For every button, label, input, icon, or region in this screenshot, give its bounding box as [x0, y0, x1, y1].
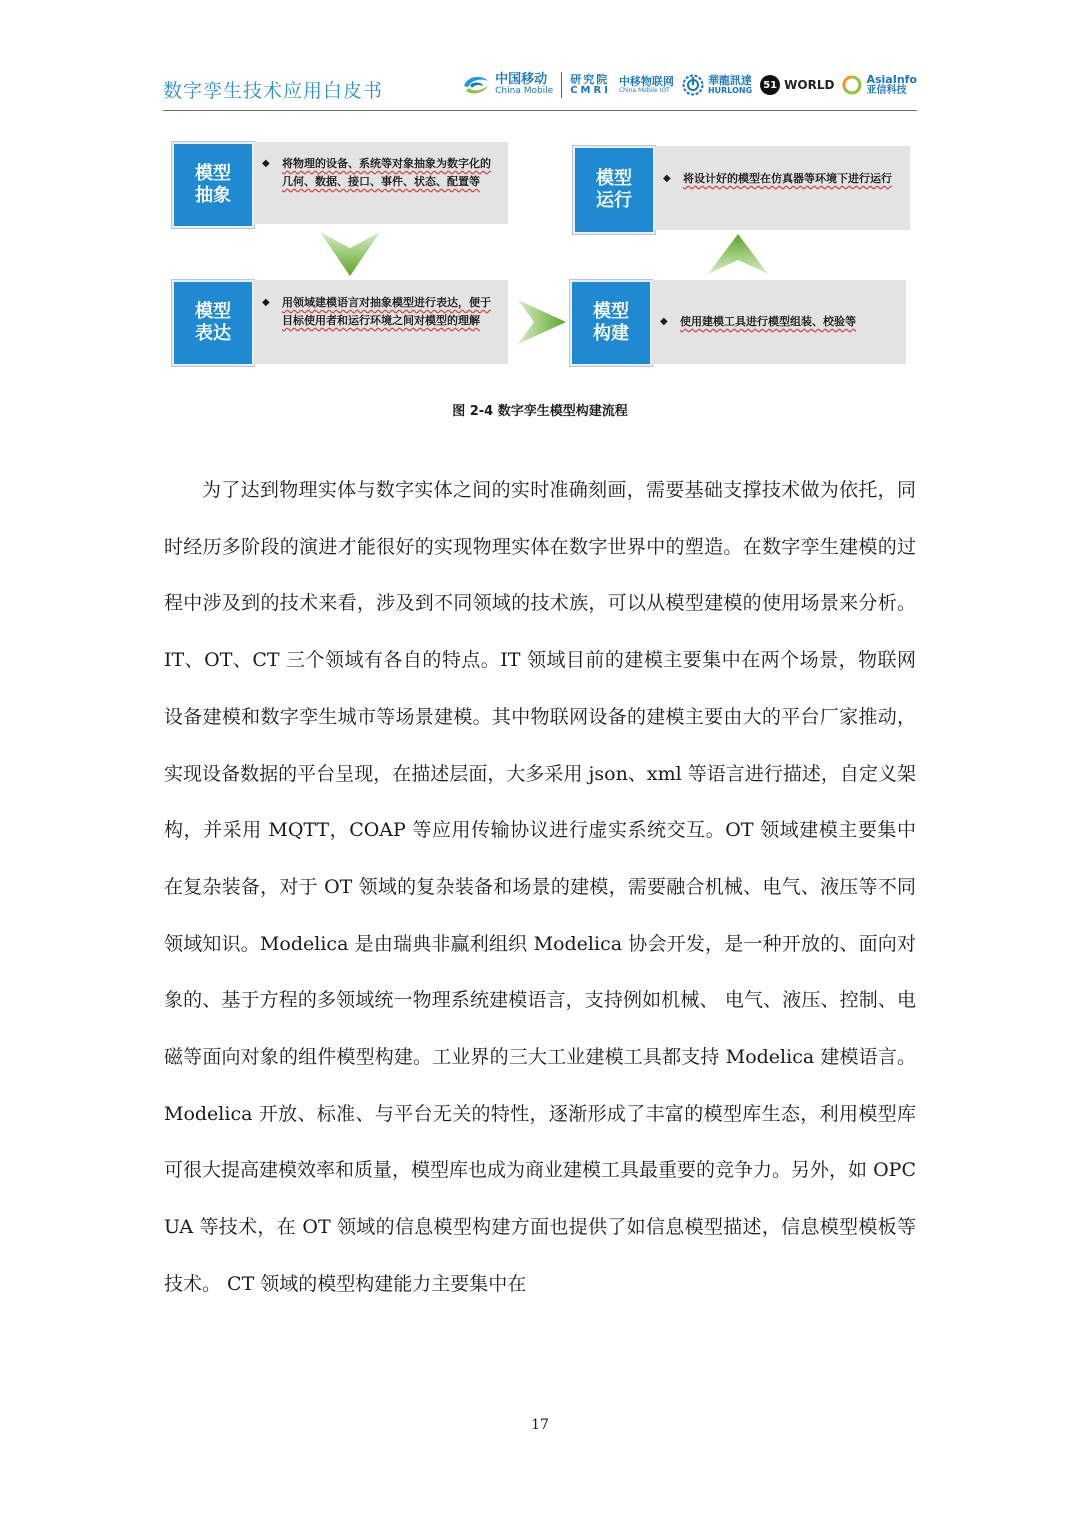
asiainfo-logo [842, 74, 917, 96]
china-mobile-cn: 中国移动 [495, 72, 548, 88]
iot-cn: 中移物联网 [618, 75, 674, 89]
step-expression-desc [254, 280, 508, 364]
step-expression-label: 模型表达 [172, 280, 254, 366]
step-build-label: 模型构建 [570, 280, 652, 366]
figure-caption: 图 2-4 数字孪生模型构建流程 [452, 404, 628, 419]
china-mobile-iot-logo [619, 76, 674, 94]
step-run-desc [655, 146, 910, 230]
hurlong-logo [682, 74, 752, 96]
cmri-logo [570, 74, 611, 96]
step-abstraction-text: 将物理的设备、系统等对象抽象为数字化的几何、数据、接口、事件、状态、配置等 [282, 157, 491, 188]
cmri-cn: 研究院 [570, 72, 610, 86]
bullet-icon: ◆ [262, 297, 270, 308]
step-abstraction-label: 模型抽象 [172, 142, 254, 228]
china-mobile-swirl-icon [461, 72, 491, 98]
arrow-up-icon [706, 234, 770, 274]
bullet-icon: ◆ [262, 158, 270, 169]
arrow-right-icon [518, 298, 566, 346]
hurlong-cn: 華龍訊達 [707, 74, 752, 88]
page-number: 17 [531, 1417, 549, 1433]
china-mobile-en: China Mobile [495, 86, 554, 97]
step-run-label: 模型运行 [573, 146, 655, 234]
logo-divider [561, 72, 562, 98]
51world-badge-icon: 51 [760, 75, 780, 95]
51world-logo [760, 75, 834, 95]
asiainfo-ring-icon [842, 75, 862, 95]
sponsor-logos [461, 72, 917, 98]
step-build-desc [652, 280, 906, 364]
51world-text: WORLD [784, 78, 835, 92]
hurlong-gear-icon [682, 74, 704, 96]
step-build-text: 使用建模工具进行模型组装、校验等 [680, 315, 856, 328]
china-mobile-logo [461, 72, 553, 98]
page-header [163, 66, 917, 111]
arrow-down-icon [318, 232, 382, 276]
bullet-icon: ◆ [663, 173, 671, 184]
step-expression-text: 用领域建模语言对抽象模型进行表达，便于目标使用者和运行环境之间对模型的理解 [282, 296, 491, 327]
model-build-flow-diagram [170, 138, 912, 370]
iot-en: China Mobile IOT [618, 86, 670, 94]
step-abstraction-desc [254, 142, 508, 224]
header-title: 数字孪生技术应用白皮书 [163, 80, 384, 102]
step-run-text: 将设计好的模型在仿真器等环境下进行运行 [683, 172, 892, 185]
hurlong-en: HURLONG [707, 85, 753, 95]
cmri-en: CMRI [570, 84, 611, 96]
bullet-icon: ◆ [660, 316, 668, 327]
body-paragraph: 为了达到物理实体与数字实体之间的实时准确刻画，需要基础支撑技术做为依托，同时经历多阶段的演进才能很好的实现物理实体在数字世界中的塑造。在数字孪生建模的过程中涉及到的技术来看，涉及到不同领域的技术族，可以从模型建模的使用场景来分析。IT、OT、CT 三个领域有各自的特点。IT 领域目前的建模主要集中在两个场景，物联网设备建模和数字孪生城市等场景建模。其中物联网设备的建模主要由大的平台厂家推动，实现设备数据的平台呈现，在描述层面，大多采用 json、xml 等语言进行描述，自定义架构，并采用 MQTT，COAP 等应用传输协议进行虚实系统交互。OT 领域建模主要集中在复杂装备，对于 OT 领域的复杂装备和场景的建模，需要融合机械、电气、液压等不同领域知识。Modelica 是由瑞典非赢利组织 Modelica 协会开发，是一种开放的、面向对象的、基于方程的多领域统一物理系统建模语言，支持例如机械、 电气、液压、控制、电磁等面向对象的组件模型构建。工业界的三大工业建模工具都支持 Modelica 建模语言。Modelica 开放、标准、与平台无关的特性，逐渐形成了丰富的模型库生态，利用模型库可很大提高建模效率和质量，模型库也成为商业建模工具最重要的竞争力。另外，如 OPC UA 等技术，在 OT 领域的信息模型构建方面也提供了如信息模型描述，信息模型模板等技术。 CT 领域的模型构建能力主要集中在 [164, 479, 916, 1295]
asiainfo-en: AsiaInfo [866, 72, 917, 86]
asiainfo-cn: 亚信科技 [866, 84, 907, 96]
